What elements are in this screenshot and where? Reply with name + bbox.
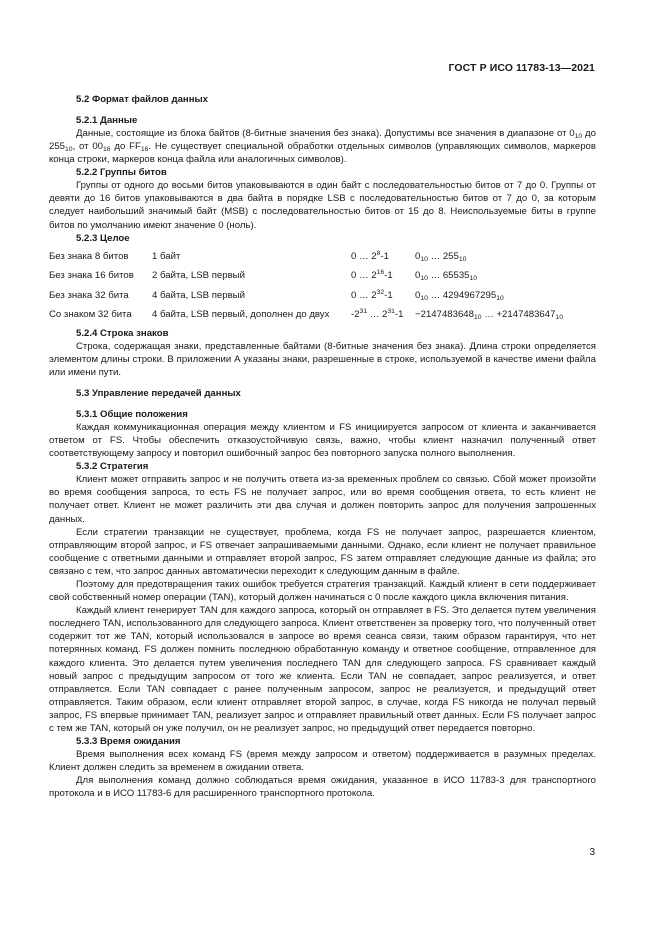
int-range: 0 … $2^8-1$ [351, 249, 389, 262]
integer-types-table [49, 247, 589, 325]
int-size: 1 байт [152, 250, 181, 262]
section-5-2-2-paragraph: Группы от одного до восьми битов упаковываются в один байт с последовательностью битов от 7 до 0. Группы от девяти до 16 битов упаковываются в два байта в порядке LSB с последовательностью битов от 7 до 0, за которым следует наибольший значимый байт (MSB) с последовательностью битов от 15 до 8. Неиспользуемые биты в группе битов по умолчанию имеют значение 0 (ноль). [49, 180, 596, 231]
section-5-3-2-title: 5.3.2 Стратегия [76, 461, 149, 473]
int-range: 0 … $2^{32}-1$ [351, 288, 393, 301]
int-type: Без знака 16 битов [49, 270, 134, 282]
int-type: Без знака 32 бита [49, 289, 129, 301]
int-decimal-range: $0_{10}$ … $255_{10}$ [415, 250, 467, 263]
table-row [49, 305, 589, 325]
int-size: 4 байта, LSB первый [152, 289, 245, 301]
section-5-2-1-title: 5.2.1 Данные [76, 115, 138, 126]
section-5-3-3-paragraph-1: Время выполнения всех команд FS (время между запросом и ответом) поддерживается в разумных пределах. Клиент должен следить за временем в ожидании ответа. [49, 749, 596, 774]
section-5-2-1-paragraph: Данные, состоящие из блока байтов (8-битные значения без знака). Допустимы все значения в диапазоне от $0_{10}$ до $255_{10}$, от $00_{16}$ до $FF_{16}$. Не существует специальной обработки отдельных символов (управляющих символов, маркеров конца строки, маркеров конца файла или аналогичных символов). [49, 128, 596, 166]
section-5-2-title: 5.2 Формат файлов данных [76, 94, 209, 105]
page-content [49, 93, 596, 800]
page-number: 3 [589, 847, 595, 858]
section-5-2-3-title: 5.2.3 Целое [76, 232, 130, 244]
section-5-3-2-paragraph-1: Клиент может отправить запрос и не получить ответа из-за временных проблем со связью. Сбой может произойти во время сообщения запроса, то есть FS не получает запрос, или во время сообщения ответа, то есть клиент не получает ответ. Клиент не может различить эти два случая и должен повторить запрос для получения запрошенных данных. [49, 474, 596, 525]
int-decimal-range: $0_{10}$ … $65535_{10}$ [415, 270, 478, 283]
document-header: ГОСТ Р ИСО 11783-13—2021 [448, 62, 595, 74]
section-5-3-3-title: 5.3.3 Время ожидания [76, 736, 181, 748]
section-5-3-2-paragraph-3: Поэтому для предотвращения таких ошибок требуется стратегия транзакций. Каждый клиент в сети поддерживает свой собственный номер операции (TAN), который должен начинаться с 0 после каждого цикла включения питания. [49, 578, 596, 604]
int-size: 2 байта, LSB первый [152, 270, 245, 282]
section-5-3-title: 5.3 Управление передачей данных [76, 387, 241, 399]
section-5-2-4-paragraph: Строка, содержащая знаки, представленные байтами (8-битные значения без знака). Длина строки определяется элементом длины строки. В приложении А указаны знаки, разрешенные в строке, используемой в качестве имени файла или имени пути. [49, 340, 596, 378]
section-5-3-1-paragraph: Каждая коммуникационная операция между клиентом и FS инициируется запросом от клиента и заканчивается ответом от FS. Чтобы обеспечить отказоустойчивую связь, важно, чтобы клиент назначил полученный ответ соответствующему запросу и повторил ошибочный запрос без повторного запуска полного выполнения. [49, 421, 596, 460]
table-row [49, 286, 589, 306]
table-row [49, 266, 589, 286]
int-size: 4 байта, LSB первый, дополнен до двух [152, 309, 330, 321]
section-5-3-2-paragraph-2: Если стратегии транзакции не существует, проблема, когда FS не получает запрос, разрешается клиентом, отправляющим второй запрос, и FS отвечает запрашиваемыми данными. Однако, если клиент не получает правильное сообщение с ответными данными и отправляет второй запрос, FS затем отправляет следующие данные из файла; это связано с тем, что запрос данных автоматически переходит к следующим данным в файле. [49, 526, 596, 577]
int-range: $-2^{31}$ … $2^{31}-1$ [351, 308, 404, 321]
section-5-2-4-title: 5.2.4 Строка знаков [76, 327, 169, 339]
int-type: Без знака 8 битов [49, 250, 129, 262]
section-5-3-1-title: 5.3.1 Общие положения [76, 408, 188, 420]
int-decimal-range: $-2147483648_{10}$ … $+2147483647_{10}$ [415, 309, 563, 322]
section-5-3-2-paragraph-4: Каждый клиент генерирует TAN для каждого запроса, который он отправляет в FS. Это делается путем увеличения последнего TAN, использованного для следующего запроса. Клиент ответственен за проверку того, что полученный ответ содержит тот же TAN, который использовался в запросе во время сеанса связи, таким образом гарантируя, что нет потерянных команд. FS должен помнить последнюю обработанную команду и ответное сообщение, отправленное для каждого клиента. Это делается путем увеличения последнего TAN для следующего запроса. FS сравнивает каждый новый запрос с предыдущим запросом от того же клиента. Если TAN не совпадает, запрос реализуется, и ответ отправляется. Если TAN совпадает с ранее полученным запросом, запрос не реализуется, и предыдущий ответ отправляется. Таким образом, если клиент отправляет второй запрос, в случае, когда FS никогда не получал первый запрос, FS впервые принимает TAN, реализует запрос и отправляет правильный ответ данных. Если FS получает запрос с тем же TAN, который он уже получил, он не реализует запрос, но предыдущий ответ передается повторно. [49, 605, 596, 734]
section-5-2-2-title: 5.2.2 Группы битов [76, 167, 167, 179]
table-row [49, 247, 589, 267]
int-decimal-range: $0_{10}$ … $4294967295_{10}$ [415, 289, 504, 302]
section-5-3-3-paragraph-2: Для выполнения команд должно соблюдаться время ожидания, указанное в ИСО 11783-3 для транспортного протокола и в ИСО 11783-6 для расширенного транспортного протокола. [49, 775, 596, 800]
int-type: Со знаком 32 бита [49, 309, 132, 321]
int-range: 0 … $2^{16}-1$ [351, 269, 393, 282]
